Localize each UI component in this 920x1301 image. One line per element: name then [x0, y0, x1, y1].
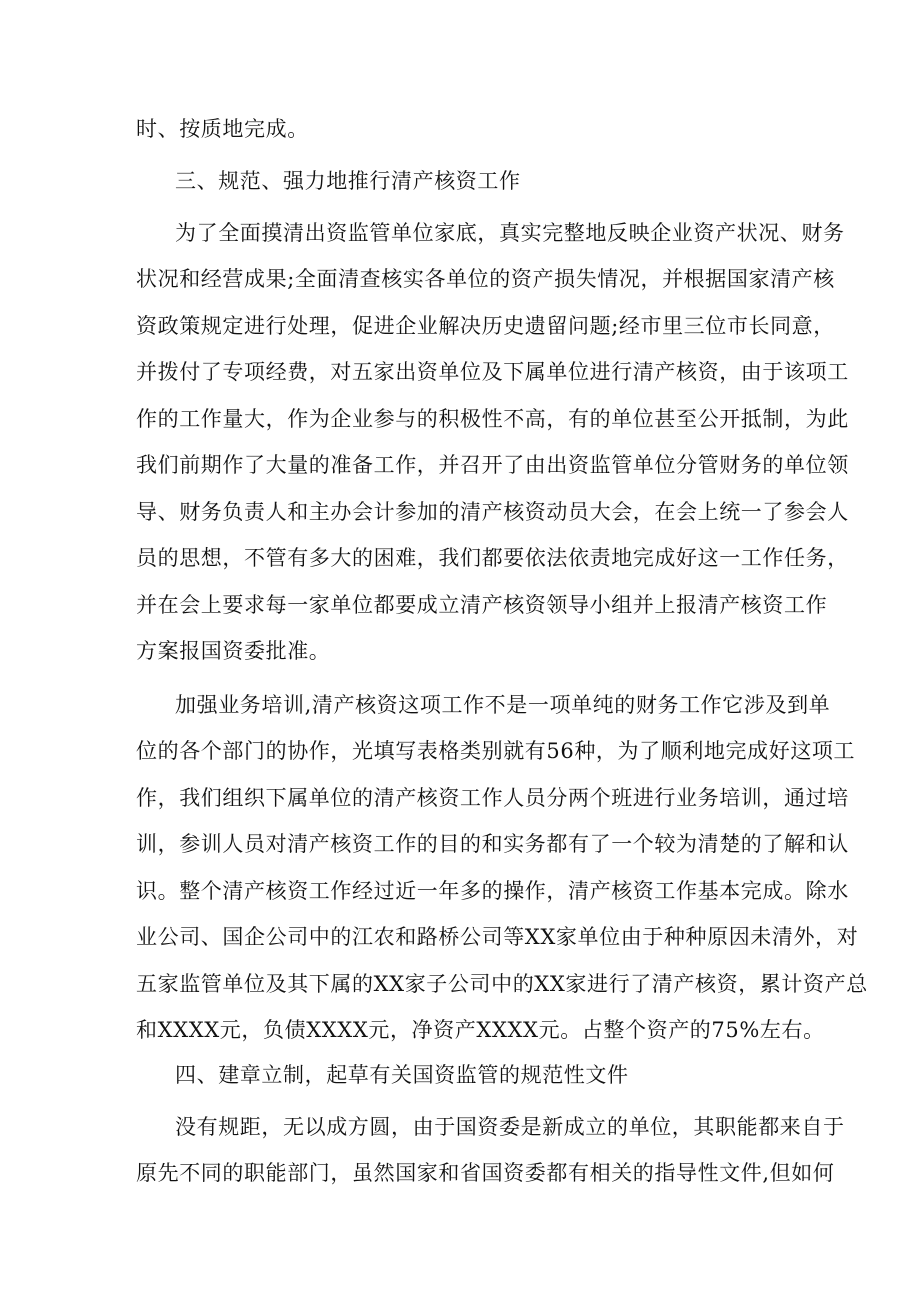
text-line: 五家监管单位及其下属的XX家子公司中的XX家进行了清产核资，累计资产总: [136, 972, 868, 996]
text-line: 位的各个部门的协作，光填写表格类别就有56种，为了顺利地完成好这项工: [136, 739, 856, 763]
text-line: 并拨付了专项经费，对五家出资单位及下属单位进行清产核资，由于该项工: [136, 360, 849, 384]
text-line: 没有规距，无以成方圆，由于国资委是新成立的单位，其职能都来自于: [175, 1115, 845, 1139]
text-line: 并在会上要求每一家单位都要成立清产核资领导小组并上报清产核资工作: [136, 593, 828, 617]
section-heading: 三、规范、强力地推行清产核资工作: [175, 169, 521, 193]
text-line: 和XXXX元，负债XXXX元，净资产XXXX元。占整个资产的75%左右。: [136, 1018, 825, 1042]
text-line: 原先不同的职能部门，虽然国家和省国资委都有相关的指导性文件,但如何: [136, 1161, 835, 1185]
text-line: 作的工作量大，作为企业参与的积极性不高，有的单位甚至公开抵制，为此: [136, 407, 849, 431]
text-line: 员的思想，不管有多大的困难，我们都要依法依责地完成好这一工作任务，: [136, 546, 849, 570]
text-line: 加强业务培训,清产核资这项工作不是一项单纯的财务工作它涉及到单: [175, 693, 831, 717]
text-line: 导、财务负责人和主办会计参加的清产核资动员大会，在会上统一了参会人: [136, 500, 849, 524]
text-line: 训，参训人员对清产核资工作的目的和实务都有了一个较为清楚的了解和认: [136, 832, 849, 856]
text-line: 资政策规定进行处理，促进企业解决历史遗留问题;经市里三位市长同意，: [136, 314, 835, 338]
text-line: 为了全面摸清出资监管单位家底，真实完整地反映企业资产状况、财务: [175, 221, 845, 245]
text-line: 我们前期作了大量的准备工作，并召开了由出资监管单位分管财务的单位领: [136, 453, 849, 477]
section-heading: 四、建章立制，起草有关国资监管的规范性文件: [175, 1063, 629, 1087]
text-line: 状况和经营成果;全面清查核实各单位的资产损失情况，并根据国家清产核: [136, 267, 835, 291]
text-line: 方案报国资委批准。: [136, 639, 331, 663]
text-line: 时、按质地完成。: [136, 117, 309, 141]
text-line: 作，我们组织下属单位的清产核资工作人员分两个班进行业务培训，通过培: [136, 786, 849, 810]
text-line: 业公司、国企公司中的江农和路桥公司等XX家单位由于种种原因未清外，对: [136, 925, 859, 949]
text-line: 识。整个清产核资工作经过近一年多的操作，清产核资工作基本完成。除水: [136, 879, 849, 903]
